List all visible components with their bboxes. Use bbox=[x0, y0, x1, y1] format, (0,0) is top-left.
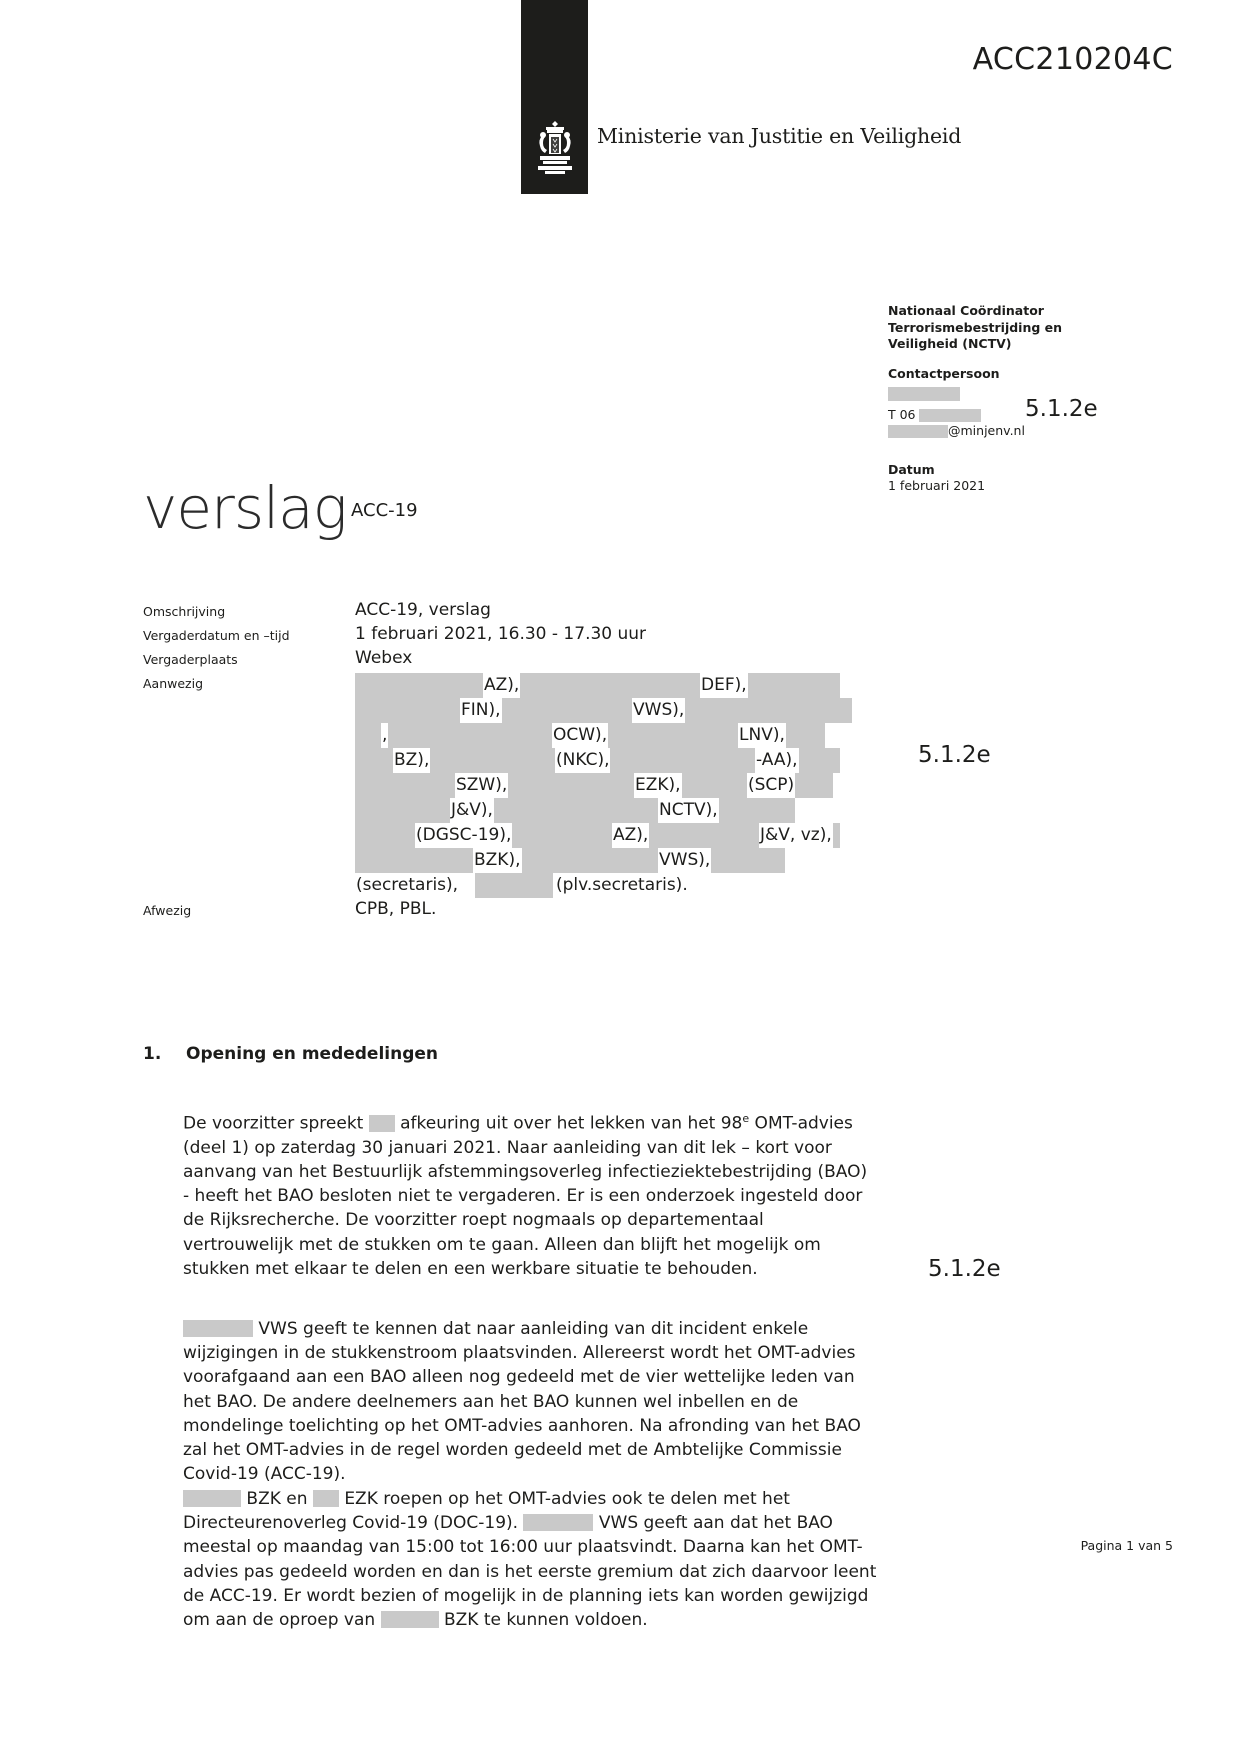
paragraph-text: OMT-advies (deel 1) op zaterdag 30 januari 2021. Naar aanleiding van dit lek – kort voor aanvang van het Bestuurlijk afstemmingsoverleg infectieziektebestrijding (BAO) - heeft het BAO besloten niet te vergaderen. Er is een onderzoek ingesteld door de Rijksrecherche. De voorzitter roept nogmaals op departementaal vertrouwelijk met de stukken om te gaan. Alleen dan blijft het mogelijk om stukken met elkaar te delen en een werkbare situatie te behouden. bbox=[183, 1113, 868, 1279]
redaction-block bbox=[381, 1611, 439, 1628]
redaction-block bbox=[919, 409, 981, 422]
attendee-token: DEF), bbox=[700, 673, 748, 698]
attendee-token: VWS), bbox=[658, 848, 711, 873]
page-title-subject: ACC-19 bbox=[351, 500, 418, 521]
attendee-token: J&V), bbox=[450, 798, 494, 823]
field-value: 1 februari 2021, 16.30 - 17.30 uur bbox=[355, 624, 647, 644]
attendee-token: OCW), bbox=[552, 723, 608, 748]
contact-label: Contactpersoon bbox=[888, 365, 1000, 381]
field-value: Webex bbox=[355, 648, 413, 668]
attendee-token: -AA), bbox=[755, 748, 799, 773]
field-omschrijving bbox=[143, 599, 903, 623]
page-footer: Pagina 1 van 5 bbox=[1080, 1538, 1173, 1553]
redaction-marker-3: 5.1.2e bbox=[928, 1256, 1001, 1282]
paragraph-text: BZK te kunnen voldoen. bbox=[443, 1610, 648, 1631]
phone-prefix: T 06 bbox=[888, 406, 916, 422]
attendee-line bbox=[355, 773, 840, 798]
attendee-token: (plv.secretaris). bbox=[555, 873, 689, 898]
paragraph-text: VWS geeft aan dat het BAO meestal op maandag van 15:00 tot 16:00 uur plaatsvindt. Daarna kan het OMT-advies pas gedeeld worden en dan is het eerste gremium dat zich daarvoor leent de ACC-19. Er wordt bezien of mogelijk in de planning iets kan worden gewijzigd om aan de oproep van bbox=[183, 1513, 877, 1631]
attendee-token: , bbox=[381, 723, 388, 748]
field-vergaderplaats bbox=[143, 647, 903, 671]
attendee-token: SZW), bbox=[455, 773, 508, 798]
paragraph-text: BZK en bbox=[246, 1489, 308, 1509]
contact-email bbox=[888, 423, 1068, 440]
field-aanwezig bbox=[143, 671, 903, 896]
redaction-block bbox=[369, 1115, 395, 1132]
org-line-3: Veiligheid (NCTV) bbox=[888, 336, 1012, 351]
field-vergaderdatum bbox=[143, 623, 903, 647]
attendee-line bbox=[355, 798, 840, 823]
attendee-token: (SCP) bbox=[747, 773, 795, 798]
attendees-redacted-block bbox=[355, 671, 840, 896]
field-value: ACC-19, verslag bbox=[355, 600, 491, 620]
attendee-token: (NKC), bbox=[555, 748, 610, 773]
paragraph-3 bbox=[183, 1487, 883, 1632]
page-title: verslag bbox=[143, 474, 347, 542]
attendee-line bbox=[355, 673, 840, 698]
field-label: Vergaderplaats bbox=[143, 652, 238, 667]
field-label: Afwezig bbox=[143, 903, 192, 918]
paragraph-1 bbox=[183, 1107, 875, 1281]
email-domain: @minjenv.nl bbox=[948, 423, 1025, 438]
redaction-block bbox=[183, 1320, 253, 1337]
attendee-token: LNV), bbox=[738, 723, 786, 748]
field-value: CPB, PBL. bbox=[355, 899, 437, 919]
attendee-line bbox=[355, 748, 840, 773]
netherlands-coat-of-arms-icon bbox=[527, 118, 583, 176]
section-number: 1. bbox=[143, 1044, 162, 1064]
org-line-2: Terrorismebestrijding en bbox=[888, 319, 1063, 335]
attendee-line bbox=[355, 723, 840, 748]
paragraph-text: VWS geeft te kennen dat naar aanleiding van dit incident enkele wijzigingen in de stukkenstroom plaatsvinden. Allereerst wordt het OMT-advies voorafgaand aan een BAO alleen nog gedeeld met de vier wettelijke leden van het BAO. De andere deelnemers aan het BAO kunnen wel inbellen en de mondelinge toelichting op het OMT-advies aanhoren. Na afronding van het BAO zal het OMT-advies in de regel worden gedeeld met de Ambtelijke Commissie Covid-19 (ACC-19). bbox=[183, 1319, 861, 1485]
attendee-token: BZ), bbox=[393, 748, 430, 773]
attendee-token: EZK), bbox=[634, 773, 682, 798]
document-code: ACC210204C bbox=[972, 42, 1173, 77]
redaction-block bbox=[523, 1514, 593, 1531]
redaction-marker-1: 5.1.2e bbox=[1025, 396, 1098, 422]
attendee-token: (DGSC-19), bbox=[415, 823, 512, 848]
paragraph-text: afkeuring uit over het lekken van het 98 bbox=[400, 1113, 743, 1134]
attendee-token: FIN), bbox=[460, 698, 502, 723]
org-line-1: Nationaal Coördinator bbox=[888, 303, 1044, 318]
paragraph-text: De voorzitter spreekt bbox=[183, 1113, 364, 1134]
attendee-token: AZ), bbox=[483, 673, 520, 698]
redaction-block bbox=[313, 1490, 339, 1507]
date-value: 1 februari 2021 bbox=[888, 478, 986, 493]
field-label: Omschrijving bbox=[143, 604, 226, 619]
ministry-name: Ministerie van Justitie en Veiligheid bbox=[597, 124, 962, 148]
attendee-line bbox=[355, 823, 840, 848]
redaction-block bbox=[183, 1490, 241, 1507]
redaction-block bbox=[888, 425, 948, 438]
attendee-token: VWS), bbox=[632, 698, 685, 723]
date-label: Datum bbox=[888, 461, 935, 477]
paragraph-2 bbox=[183, 1317, 875, 1486]
attendee-line bbox=[355, 873, 840, 898]
attendee-token: BZK), bbox=[473, 848, 522, 873]
field-afwezig bbox=[143, 898, 903, 922]
attendee-line bbox=[355, 698, 840, 723]
organisation-block bbox=[888, 303, 1068, 353]
field-label: Vergaderdatum en –tijd bbox=[143, 628, 290, 643]
paragraph-text: EZK roepen op het OMT-advies ook te delen met het Directeurenoverleg Covid-19 (DOC-19). bbox=[183, 1489, 790, 1534]
meeting-metadata bbox=[143, 599, 903, 922]
date-block bbox=[888, 462, 1068, 495]
attendee-token: NCTV), bbox=[658, 798, 719, 823]
redaction-marker-2: 5.1.2e bbox=[918, 742, 991, 768]
attendee-token: J&V, vz), bbox=[759, 823, 833, 848]
attendee-token: AZ), bbox=[612, 823, 649, 848]
attendee-token: (secretaris), bbox=[356, 875, 459, 895]
section-heading: Opening en mededelingen bbox=[186, 1044, 439, 1064]
field-label: Aanwezig bbox=[143, 676, 204, 691]
attendee-line bbox=[355, 848, 840, 873]
ordinal-suffix: e bbox=[742, 1112, 750, 1125]
redaction-block bbox=[888, 387, 960, 401]
